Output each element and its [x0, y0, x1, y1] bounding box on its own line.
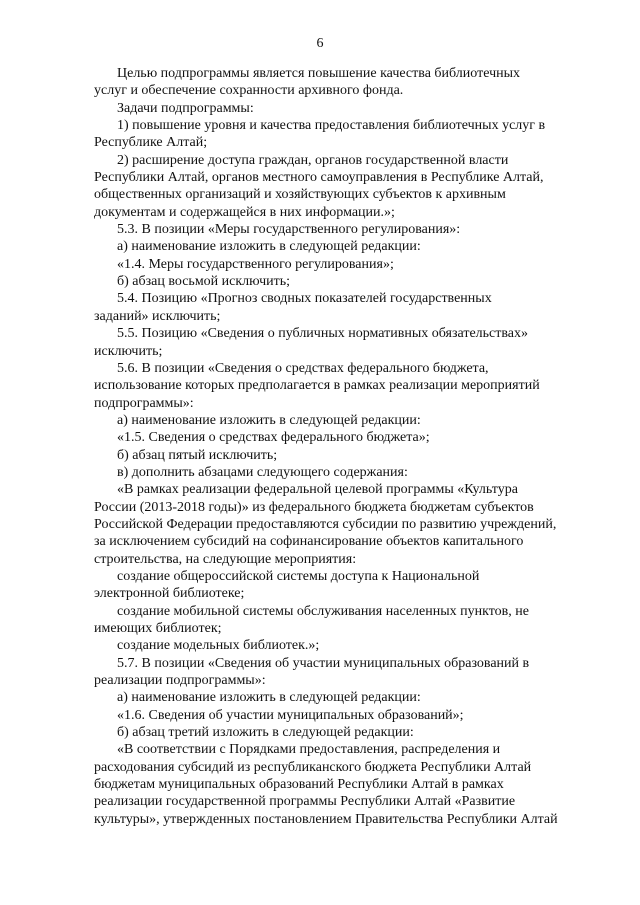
- paragraph: б) абзац третий изложить в следующей редакции:: [117, 725, 414, 741]
- paragraph: в) дополнить абзацами следующего содержания:: [117, 464, 408, 480]
- paragraph: «В рамках реализации федеральной целевой программы «Культура России (2013-2018 годы)» из федерального бюджета бюджетам субъектов Российской Федерации предоставляются субсидии по развитию учреждений, за исключением субсидий на софинансирование объектов капитального строительства, на следующие мероприятия:: [94, 482, 557, 567]
- paragraph: 2) расширение доступа граждан, органов государственной власти Республики Алтай, органов местного самоуправления в Республике Алтай, общественных организаций и хозяйствующих субъектов к архивным документам и содержащейся в них информации.»;: [94, 152, 544, 220]
- paragraph: «1.6. Сведения об участии муниципальных образований»;: [117, 707, 464, 723]
- document-body: [94, 65, 597, 828]
- paragraph: 5.7. В позиции «Сведения об участии муниципальных образований в реализации подпрограммы»:: [94, 655, 530, 689]
- paragraph: «В соответствии с Порядками предоставления, распределения и расходования субсидий из республиканского бюджета Республики Алтай бюджетам муниципальных образований Республики Алтай в рамках реализации государственной программы Республики Алтай «Развитие культуры», утвержденных постановлением Правительства Республики Алтай: [94, 742, 558, 827]
- paragraph: создание мобильной системы обслуживания населенных пунктов, не имеющих библиотек;: [94, 603, 529, 636]
- paragraph: 5.5. Позицию «Сведения о публичных нормативных обязательствах» исключить;: [94, 326, 529, 359]
- paragraph: 5.4. Позицию «Прогноз сводных показателей государственных заданий» исключить;: [94, 291, 492, 324]
- paragraph: 5.3. В позиции «Меры государственного регулирования»:: [117, 222, 461, 238]
- paragraph: а) наименование изложить в следующей редакции:: [117, 412, 421, 428]
- paragraph: 5.6. В позиции «Сведения о средствах федерального бюджета, использование которых предполагается в рамках реализации мероприятий подпрограммы»:: [94, 360, 540, 411]
- paragraph: 1) повышение уровня и качества предоставления библиотечных услуг в Республике Алтай;: [94, 118, 546, 151]
- paragraph: Задачи подпрограммы:: [117, 100, 254, 116]
- paragraph: а) наименование изложить в следующей редакции:: [117, 690, 421, 706]
- paragraph: б) абзац восьмой исключить;: [117, 274, 291, 290]
- paragraph: создание модельных библиотек.»;: [117, 638, 320, 654]
- paragraph: «1.4. Меры государственного регулирования»;: [117, 256, 394, 272]
- paragraph: б) абзац пятый исключить;: [117, 447, 278, 463]
- paragraph: Целью подпрограммы является повышение качества библиотечных услуг и обеспечение сохранности архивного фонда.: [94, 66, 521, 99]
- paragraph: а) наименование изложить в следующей редакции:: [117, 239, 421, 255]
- paragraph: «1.5. Сведения о средствах федерального бюджета»;: [117, 430, 430, 446]
- page-number: 6: [316, 36, 324, 51]
- paragraph: создание общероссийской системы доступа к Национальной электронной библиотеке;: [94, 568, 480, 602]
